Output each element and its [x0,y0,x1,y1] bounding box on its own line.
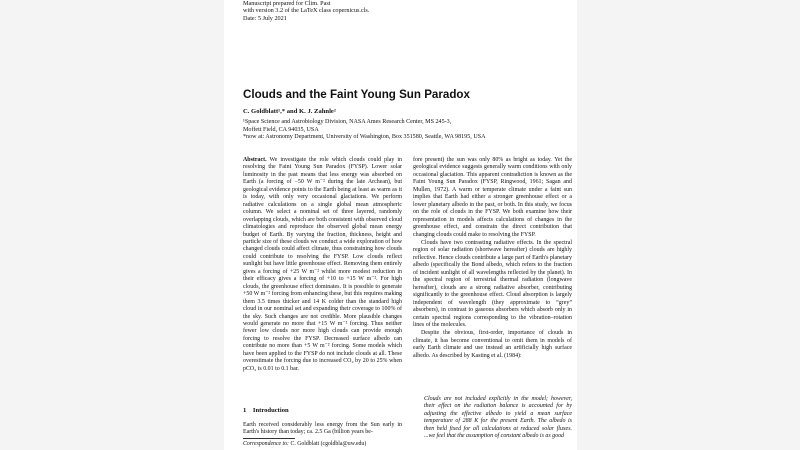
paper-title: Clouds and the Faint Young Sun Paradox [243,88,470,101]
affiliation-line: ¹Space Science and Astrobiology Division, NASA Ames Research Center, MS 245-3, [243,119,452,125]
right-column [413,157,572,360]
introduction-text: Earth received considerably less energy from the Sun early in Earth's history than today; ca. 2.5 Ga (billion years be- [243,422,402,436]
section-heading-introduction [243,407,289,414]
header-line-journal: Manuscript prepared for Clim. Past [243,0,331,7]
affiliation-line: *now at: Astronomy Department, University of Washington, Box 351580, Seattle, WA 98195, USA [243,134,486,141]
block-quote: Clouds are not included explicitly in the model; however, their effect on the radiation balance is accounted for by adjusting the effective albedo to yield a mean surface temperature of 288 K for the present Earth. The albedo is then held fixed for all calculations at reduced solar fluxes. ...we feel that the assumption of constant albedo is as good [424,396,572,440]
footnote-rule [243,438,295,439]
footnote-text: C. Goldblatt (cgoldbla@uw.edu) [290,441,367,447]
section-title: Introduction [252,407,289,414]
correspondence-footnote [243,441,366,447]
abstract-text: We investigate the role which clouds could play in resolving the Faint Young Sun Paradox (FYSP). Lower solar luminosity in the past means that less energy was absorbed on Earth (a forcing of −50 W m⁻² during the late Archean), but geological evidence points to the Earth being at least as warm as it is today, with only very occasional glaciations. We perform radiative calculations on a single global mean atmospheric column. We select a nominal set of three layered, randomly overlapping clouds, which are both consistent with observed cloud climatologies and reproduce the observed global mean energy budget of Earth. By varying the fraction, thickness, height and particle size of these clouds we conduct a wide exploration of how changed clouds could affect climate, thus constraining how clouds could contribute to resolving the FYSP. Low clouds reflect sunlight but have little greenhouse effect. Removing them entirely gives a forcing of +25 W m⁻² whilst more modest reduction in their efficacy gives a forcing of +10 to +15 W m⁻². For high clouds, the greenhouse effect dominates. It is possible to generate +50 W m⁻² forcing from enhancing these, but this requires making them 3.5 times thicker and 14 K colder than the standard high cloud in our nominal set and expanding their coverage to 100% of the sky. Such changes are not credible. More plausible changes would generate no more that +15 W m⁻² forcing. Thus neither fewer low clouds nor more high clouds can provide enough forcing to resolve the FYSP. Decreased surface albedo can contribute no more than +5 W m⁻² forcing. Some models which have been applied to the FYSP do not include clouds at all. These overestimate the forcing due to increased CO₂ by 20 to 25% when pCO₂ is 0.01 to 0.1 bar. [243,157,402,372]
paragraph: Despite the obvious, first-order, importance of clouds in climate, it has become conventional to omit them in models of early Earth climate and use instead an artificially high surface albedo. As described by Kasting et al. (1984): [413,330,572,359]
abstract [243,157,402,373]
paragraph: Clouds have two contrasting radiative effects. In the spectral region of solar radiation (shortwave hereafter) clouds are highly reflective. Hence clouds contribute a large part of Earth's planetary albedo (specifically the Bond albedo, which refers to the fraction of incident sunlight of all wavelengths reflected by the planet). In the spectral region of terrestrial thermal radiation (longwave hereafter), clouds are a strong radiative absorber, contributing significantly to the greenhouse effect. Cloud absorption is largely independent of wavelength (they approximate to “grey” absorbers), in contrast to gaseous absorbers which absorb only in certain spectral regions corresponding to the vibration–rotation lines of the molecules. [413,239,572,328]
paper-authors: C. Goldblatt¹,* and K. J. Zahnle² [243,108,336,115]
paragraph: fore present) the sun was only 80% as bright as today. Yet the geological evidence suggests generally warm conditions with only occasional glaciation. This apparent contradiction is known as the Faint Young Sun Paradox (FYSP, Ringwood, 1961; Sagan and Mullen, 1972). A warm or temperate climate under a faint sun implies that Earth had either a stronger greenhouse effect or a lower planetary albedo in the past, or both. In this study, we focus on the role of clouds in the FYSP. We both examine how their representation in models affects calculations of changes in the greenhouse effect, and constrain the direct contribution that changing clouds could make to resolving the FYSP. [413,157,572,238]
header-line-class: with version 3.2 of the LaTeX class copernicus.cls. [243,7,370,15]
paper-page [224,0,577,450]
affiliations [243,119,486,142]
footnote-label: Correspondence to: [243,441,289,447]
section-number: 1 [243,407,247,414]
affiliation-line: Moffett Field, CA 94035, USA [243,126,319,133]
manuscript-header [243,0,369,22]
header-line-date: Date: 5 July 2021 [243,14,287,22]
abstract-label: Abstract. [243,157,267,163]
